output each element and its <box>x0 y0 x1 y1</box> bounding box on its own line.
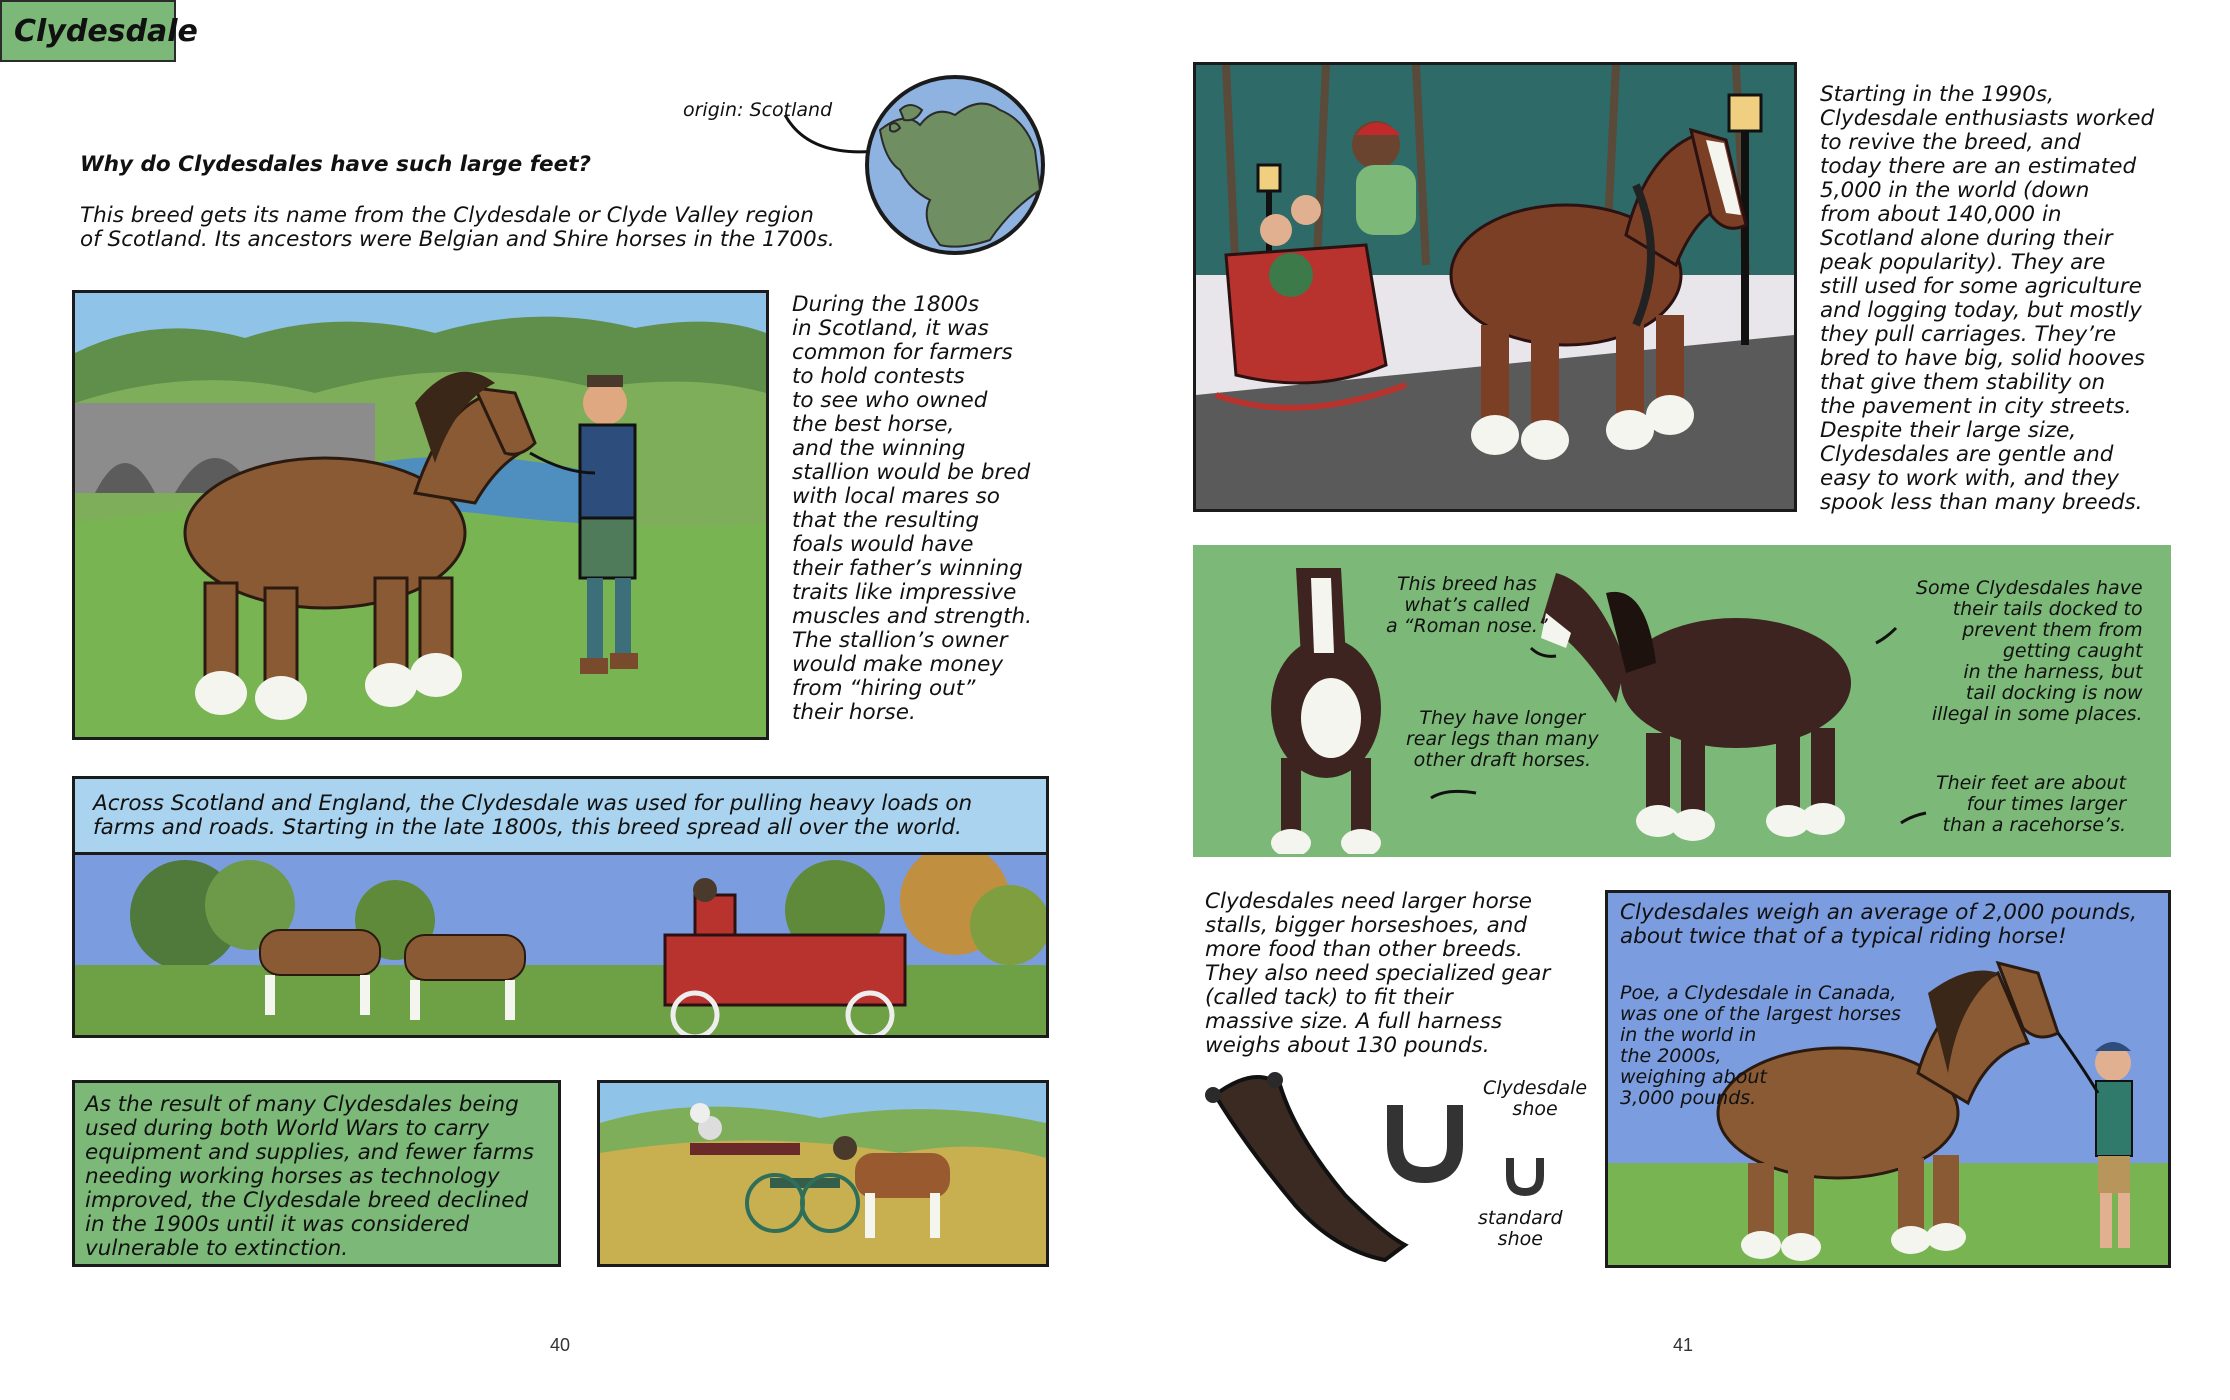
standard-horseshoe-icon <box>1500 1150 1550 1200</box>
question-heading: Why do Clydesdales have such large feet? <box>80 152 591 177</box>
panel-man-with-horse <box>72 290 769 740</box>
panel-poe <box>1605 890 2171 1268</box>
anatomy-arrows <box>1196 548 2168 854</box>
globe-map-icon <box>860 70 1050 260</box>
origin-label: origin: Scotland <box>683 99 833 121</box>
roman-nose-note: This breed has what’s called a “Roman nose.” <box>1386 573 1548 637</box>
panel-usage <box>72 776 1049 1038</box>
farm-with-train-illustration <box>600 1083 1046 1264</box>
panel-farm-train <box>597 1080 1049 1267</box>
contest-text: During the 1800s in Scotland, it was common for farmers to hold contests to see who owned the best horse, and the winning stallion would be bred with local mares so that the resulting foals would have their father’s winning traits like impressive muscles and strength. The stallion’s owner would make money from “hiring out” their horse. <box>792 292 1032 725</box>
man-leading-horse-illustration <box>75 293 766 737</box>
standard-shoe-label: standard shoe <box>1478 1207 1563 1250</box>
panel-sleigh <box>1193 62 1797 512</box>
sleigh-ride-illustration <box>1196 65 1794 509</box>
tack-gear-text: Clydesdales need larger horse stalls, bigger horseshoes, and more food than other breeds. They also need specialized gear (called tack) to fit their massive size. A full harness weighs about 130 pounds. <box>1205 889 1551 1058</box>
usage-caption: Across Scotland and England, the Clydesdale was used for pulling heavy loads on farms and roads. Starting in the late 1800s, this breed spread all over the world. <box>93 791 973 840</box>
page-number-right: 41 <box>1673 1335 1694 1355</box>
weight-text: Clydesdales weigh an average of 2,000 pounds, about twice that of a typical riding horse! <box>1620 900 2137 949</box>
panel-anatomy <box>1193 545 2171 857</box>
page-number-left: 40 <box>550 1335 571 1355</box>
poe-text: Poe, a Clydesdale in Canada, was one of the largest horses in the world in the 2000s, weighing about 3,000 pounds. <box>1620 982 1901 1109</box>
rear-legs-note: They have longer rear legs than many other draft horses. <box>1406 707 1599 771</box>
horse-drawn-wagon-illustration <box>75 855 1046 1035</box>
breed-title: Clydesdale <box>0 0 176 62</box>
clydesdale-shoe-label: Clydesdale shoe <box>1483 1077 1588 1120</box>
feet-size-note: Their feet are about four times larger than a racehorse’s. <box>1936 772 2127 836</box>
intro-text: This breed gets its name from the Clydesdale or Clyde Valley region of Scotland. Its ancestors were Belgian and Shire horses in the 1700s. <box>80 203 835 252</box>
clydesdale-horseshoe-icon <box>1380 1095 1470 1185</box>
revival-text: Starting in the 1990s, Clydesdale enthusiasts worked to revive the breed, and today there are an estimated 5,000 in the world (down from about 140,000 in Scotland alone during their peak popularity). They are still used for some agriculture and logging today, but mostly they pull carriages. They’re bred to have big, solid hooves that give them stability on the pavement in city streets. Despite their large size, Clydesdales are gentle and easy to work with, and they spook less than many breeds. <box>1820 82 2155 515</box>
tail-docking-note: Some Clydesdales have their tails docked to prevent them from getting caught in the harness, but tail docking is now illegal in some places. <box>1916 577 2143 725</box>
decline-textbox: As the result of many Clydesdales being used during both World Wars to carry equipment and supplies, and fewer farms needing working horses as technology improved, the Clydesdale breed declined in the 1900s until it was considered vulnerable to extinction. <box>72 1080 561 1267</box>
